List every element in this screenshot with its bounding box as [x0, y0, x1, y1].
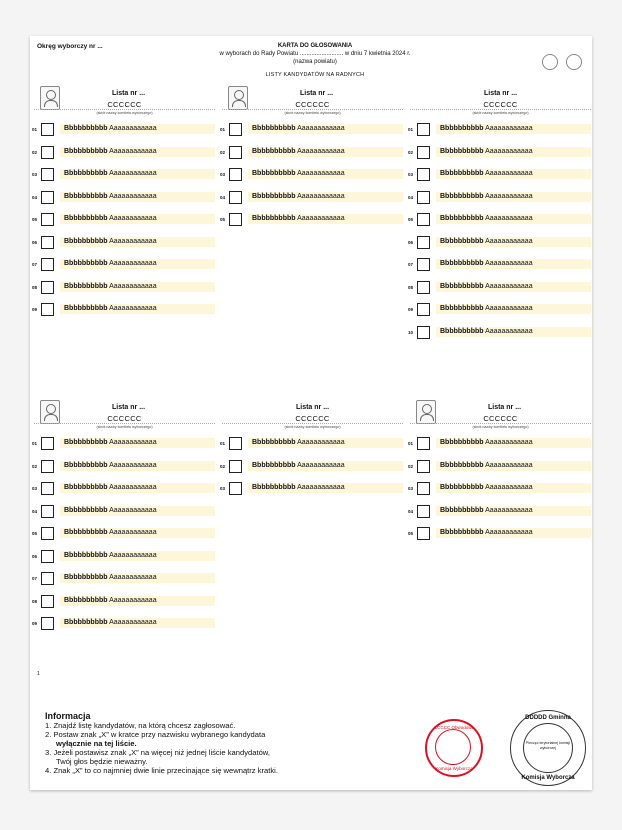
vote-checkbox[interactable] — [41, 236, 54, 249]
committee-abbrev: CCCCCC — [107, 100, 142, 109]
committee-hint: (skrót nazwy komitetu wyborczego) — [284, 111, 341, 115]
candidate-row — [220, 144, 405, 167]
committee-abbrev: CCCCCC — [295, 414, 330, 423]
committee-abbrev: CCCCCC — [483, 100, 518, 109]
list-header — [32, 400, 217, 435]
candidate-number: 07 — [32, 576, 38, 581]
vote-checkbox[interactable] — [417, 460, 430, 473]
list-column — [32, 86, 217, 324]
candidate-name: Bbbbbbbbbb Aaaaaaaaaaaa — [436, 124, 591, 134]
committee-hint: (skrót nazwy komitetu wyborczego) — [472, 111, 529, 115]
candidate-row — [408, 435, 593, 458]
candidate-row — [408, 211, 593, 234]
vote-checkbox[interactable] — [229, 146, 242, 159]
candidate-number: 01 — [220, 127, 226, 132]
candidate-row — [32, 144, 217, 167]
candidate-row — [32, 480, 217, 503]
vote-checkbox[interactable] — [229, 460, 242, 473]
candidate-name: Bbbbbbbbbb Aaaaaaaaaaaa — [248, 461, 403, 471]
candidate-number: 03 — [220, 172, 226, 177]
committee-hint: (skrót nazwy komitetu wyborczego) — [96, 425, 153, 429]
candidate-number: 08 — [408, 284, 414, 290]
candidate-number: 09 — [32, 307, 38, 312]
candidate-number: 08 — [32, 284, 38, 290]
candidate-name: Bbbbbbbbbb Aaaaaaaaaaaa — [248, 124, 403, 134]
vote-checkbox[interactable] — [41, 213, 54, 226]
candidate-name: Bbbbbbbbbb Aaaaaaaaaaaa — [60, 461, 215, 471]
committee-abbrev: CCCCCC — [107, 414, 142, 423]
list-column — [32, 400, 217, 638]
candidate-number: 05 — [408, 217, 414, 222]
info-item: 2. Postaw znak „X” w kratce przy nazwisku wybranego kandydata — [45, 730, 266, 739]
candidate-row — [408, 189, 593, 212]
candidate-number: 02 — [220, 149, 226, 155]
candidate-number: 04 — [408, 194, 414, 200]
vote-checkbox[interactable] — [229, 123, 242, 136]
vote-checkbox[interactable] — [417, 123, 430, 136]
candidate-row — [32, 458, 217, 481]
candidate-number: 06 — [32, 553, 38, 559]
candidate-row — [408, 144, 593, 167]
candidate-name: Bbbbbbbbbb Aaaaaaaaaaaa — [60, 259, 215, 269]
candidate-name: Bbbbbbbbbb Aaaaaaaaaaaa — [436, 192, 591, 202]
committee-hint: (skrót nazwy komitetu wyborczego) — [284, 425, 341, 429]
candidate-number: 05 — [32, 217, 38, 222]
dotted-line — [222, 423, 403, 424]
info-item: 1. Znajdź listę kandydatów, na którą chcesz zagłosować. — [45, 721, 236, 730]
candidate-name: Bbbbbbbbbb Aaaaaaaaaaaa — [60, 596, 215, 606]
lists-heading: LISTY KANDYDATÓW NA RADNYCH — [265, 72, 365, 78]
info-item: 3. Jeżeli postawisz znak „X” na więcej niż jednej liście kandydatów, — [45, 748, 270, 757]
candidate-row — [32, 166, 217, 189]
committee-abbrev: CCCCCC — [483, 414, 518, 423]
candidate-name: Bbbbbbbbbb Aaaaaaaaaaaa — [436, 461, 591, 471]
candidate-name: Bbbbbbbbbb Aaaaaaaaaaaa — [248, 214, 403, 224]
candidate-row — [408, 480, 593, 503]
committee-hint: (skrót nazwy komitetu wyborczego) — [472, 425, 529, 429]
candidate-name: Bbbbbbbbbb Aaaaaaaaaaaa — [436, 327, 591, 337]
vote-checkbox[interactable] — [41, 191, 54, 204]
vote-checkbox[interactable] — [417, 236, 430, 249]
candidate-number: 03 — [408, 486, 414, 491]
vote-checkbox[interactable] — [417, 213, 430, 226]
dotted-line — [410, 109, 591, 110]
list-header — [220, 86, 405, 121]
candidate-row — [32, 279, 217, 302]
candidate-number: 09 — [408, 307, 414, 312]
candidate-row — [220, 480, 405, 503]
candidate-name: Bbbbbbbbbb Aaaaaaaaaaaa — [436, 304, 591, 314]
vote-checkbox[interactable] — [41, 146, 54, 159]
red-stamp-inner-ring — [435, 729, 471, 765]
candidate-name: Bbbbbbbbbb Aaaaaaaaaaaa — [248, 147, 403, 157]
county-caption: (nazwa powiatu) — [293, 59, 337, 65]
vote-checkbox[interactable] — [41, 281, 54, 294]
candidate-number: 01 — [220, 441, 226, 446]
candidate-row — [408, 458, 593, 481]
list-number: Lista nr ... — [487, 404, 522, 411]
list-header — [32, 86, 217, 121]
candidate-row — [220, 189, 405, 212]
vote-checkbox[interactable] — [417, 482, 430, 495]
candidate-row — [220, 166, 405, 189]
list-column — [408, 400, 593, 548]
vote-checkbox[interactable] — [41, 617, 54, 630]
candidate-name: Bbbbbbbbbb Aaaaaaaaaaaa — [60, 282, 215, 292]
candidate-row — [32, 525, 217, 548]
vote-checkbox[interactable] — [41, 168, 54, 181]
candidate-number: 01 — [408, 441, 414, 446]
candidate-row — [32, 503, 217, 526]
seal-circle-1 — [542, 54, 558, 70]
candidate-row — [408, 234, 593, 257]
candidate-row — [32, 593, 217, 616]
candidate-number: 05 — [220, 217, 226, 222]
candidate-name: Bbbbbbbbbb Aaaaaaaaaaaa — [248, 192, 403, 202]
vote-checkbox[interactable] — [417, 437, 430, 450]
candidate-name: Bbbbbbbbbb Aaaaaaaaaaaa — [436, 147, 591, 157]
candidate-name: Bbbbbbbbbb Aaaaaaaaaaaa — [436, 438, 591, 448]
vote-checkbox[interactable] — [417, 146, 430, 159]
info-item: 4. Znak „X” to co najmniej dwie linie przecinające się wewnątrz kratki. — [45, 766, 278, 775]
list-header — [408, 400, 593, 435]
candidate-name: Bbbbbbbbbb Aaaaaaaaaaaa — [248, 483, 403, 493]
candidate-number: 07 — [408, 262, 414, 267]
list-number: Lista nr ... — [483, 90, 518, 97]
candidate-number: 06 — [408, 239, 414, 245]
ballot-sheet — [30, 36, 592, 790]
corner-circles — [542, 54, 582, 70]
dotted-line — [410, 423, 591, 424]
candidate-row — [32, 548, 217, 571]
vote-checkbox[interactable] — [417, 505, 430, 518]
candidate-row — [32, 256, 217, 279]
committee-abbrev: CCCCCC — [295, 100, 330, 109]
vote-checkbox[interactable] — [229, 213, 242, 226]
district-label: Okręg wyborczy nr ... — [37, 43, 103, 50]
candidate-number: 06 — [32, 239, 38, 245]
list-column — [220, 86, 405, 234]
candidate-number: 03 — [32, 172, 38, 177]
candidate-row — [220, 211, 405, 234]
seal-bottom-text: Komisja Wyborcza — [521, 775, 575, 781]
candidate-name: Bbbbbbbbbb Aaaaaaaaaaaa — [60, 551, 215, 561]
list-header — [220, 400, 405, 435]
candidate-row — [32, 570, 217, 593]
list-header — [408, 86, 593, 121]
candidate-row — [32, 121, 217, 144]
candidate-name: Bbbbbbbbbb Aaaaaaaaaaaa — [60, 618, 215, 628]
candidate-name: Bbbbbbbbbb Aaaaaaaaaaaa — [60, 528, 215, 538]
commission-seal-stamp — [510, 710, 586, 786]
vote-checkbox[interactable] — [41, 572, 54, 585]
candidate-number: 05 — [32, 531, 38, 536]
candidate-number: 02 — [220, 463, 226, 469]
vote-checkbox[interactable] — [41, 505, 54, 518]
candidate-name: Bbbbbbbbbb Aaaaaaaaaaaa — [248, 169, 403, 179]
list-column — [408, 86, 593, 346]
candidate-name: Bbbbbbbbbb Aaaaaaaaaaaa — [60, 506, 215, 516]
candidate-row — [408, 324, 593, 347]
candidate-number: 01 — [32, 441, 38, 446]
candidate-name: Bbbbbbbbbb Aaaaaaaaaaaa — [60, 192, 215, 202]
vote-checkbox[interactable] — [229, 191, 242, 204]
candidate-name: Bbbbbbbbbb Aaaaaaaaaaaa — [436, 528, 591, 538]
ballot-title-block — [200, 42, 430, 66]
list-number: Lista nr ... — [295, 404, 330, 411]
candidate-number: 02 — [32, 149, 38, 155]
candidate-name: Bbbbbbbbbb Aaaaaaaaaaaa — [436, 506, 591, 516]
candidate-number: 04 — [408, 508, 414, 514]
candidate-number: 01 — [32, 127, 38, 132]
candidate-row — [408, 503, 593, 526]
candidate-number: 04 — [220, 194, 226, 200]
candidate-name: Bbbbbbbbbb Aaaaaaaaaaaa — [60, 124, 215, 134]
vote-checkbox[interactable] — [41, 437, 54, 450]
candidate-number: 05 — [408, 531, 414, 536]
ballot-title: KARTA DO GŁOSOWANIA — [277, 43, 353, 49]
candidate-name: Bbbbbbbbbb Aaaaaaaaaaaa — [60, 573, 215, 583]
list-number: Lista nr ... — [111, 404, 146, 411]
candidate-number: 02 — [408, 463, 414, 469]
vote-checkbox[interactable] — [41, 595, 54, 608]
candidate-name: Bbbbbbbbbb Aaaaaaaaaaaa — [436, 237, 591, 247]
vote-checkbox[interactable] — [417, 168, 430, 181]
candidate-name: Bbbbbbbbbb Aaaaaaaaaaaa — [436, 259, 591, 269]
vote-checkbox[interactable] — [229, 482, 242, 495]
dotted-line — [34, 109, 215, 110]
vote-checkbox[interactable] — [417, 191, 430, 204]
vote-checkbox[interactable] — [417, 258, 430, 271]
candidate-number: 03 — [32, 486, 38, 491]
election-line: w wyborach do Rady Powiatu .......................... w dniu 7 kwietnia 2024 r. — [219, 51, 411, 57]
seal-middle-text: Pieczęć terytorialnej komisji wyborczej — [525, 741, 571, 750]
candidate-name: Bbbbbbbbbb Aaaaaaaaaaaa — [436, 282, 591, 292]
vote-checkbox[interactable] — [41, 482, 54, 495]
vote-checkbox[interactable] — [41, 550, 54, 563]
candidate-row — [32, 189, 217, 212]
candidate-number: 04 — [32, 508, 38, 514]
vote-checkbox[interactable] — [41, 527, 54, 540]
candidate-number: 08 — [32, 598, 38, 604]
info-item: wyłącznie na tej liście. — [56, 739, 137, 748]
vote-checkbox[interactable] — [417, 527, 430, 540]
vote-checkbox[interactable] — [41, 258, 54, 271]
candidate-row — [408, 256, 593, 279]
vote-checkbox[interactable] — [417, 303, 430, 316]
vote-checkbox[interactable] — [229, 168, 242, 181]
candidate-row — [220, 435, 405, 458]
candidate-name: Bbbbbbbbbb Aaaaaaaaaaaa — [436, 169, 591, 179]
vote-checkbox[interactable] — [41, 303, 54, 316]
candidate-number: 07 — [32, 262, 38, 267]
dotted-line — [222, 109, 403, 110]
candidate-row — [32, 615, 217, 638]
vote-checkbox[interactable] — [41, 123, 54, 136]
page-number: 1 — [37, 671, 40, 677]
candidate-number: 03 — [408, 172, 414, 177]
info-item: Twój głos będzie nieważny. — [56, 757, 148, 766]
info-block — [45, 712, 375, 775]
candidate-row — [408, 121, 593, 144]
candidate-name: Bbbbbbbbbb Aaaaaaaaaaaa — [436, 483, 591, 493]
red-stamp-bottom-text: Komisja Wyborcza — [435, 766, 473, 771]
candidate-name: Bbbbbbbbbb Aaaaaaaaaaaa — [60, 237, 215, 247]
candidate-row — [408, 279, 593, 302]
candidate-name: Bbbbbbbbbb Aaaaaaaaaaaa — [60, 438, 215, 448]
candidate-name: Bbbbbbbbbb Aaaaaaaaaaaa — [60, 214, 215, 224]
red-commission-stamp — [425, 719, 483, 777]
candidate-row — [220, 121, 405, 144]
candidate-number: 01 — [408, 127, 414, 132]
candidate-number: 09 — [32, 621, 38, 626]
candidate-number: 03 — [220, 486, 226, 491]
candidate-name: Bbbbbbbbbb Aaaaaaaaaaaa — [60, 147, 215, 157]
candidate-number: 02 — [32, 463, 38, 469]
list-column — [220, 400, 405, 503]
seal-top-text: DDDDD Gminna — [525, 715, 571, 721]
vote-checkbox[interactable] — [417, 281, 430, 294]
candidate-row — [408, 166, 593, 189]
info-heading: Informacja — [45, 711, 91, 721]
candidate-number: 10 — [408, 329, 414, 335]
candidate-row — [32, 301, 217, 324]
list-number: Lista nr ... — [299, 90, 334, 97]
candidate-name: Bbbbbbbbbb Aaaaaaaaaaaa — [60, 304, 215, 314]
candidate-number: 04 — [32, 194, 38, 200]
candidate-name: Bbbbbbbbbb Aaaaaaaaaaaa — [436, 214, 591, 224]
candidate-name: Bbbbbbbbbb Aaaaaaaaaaaa — [60, 169, 215, 179]
candidate-number: 02 — [408, 149, 414, 155]
candidate-name: Bbbbbbbbbb Aaaaaaaaaaaa — [248, 438, 403, 448]
dotted-line — [34, 423, 215, 424]
candidate-row — [408, 525, 593, 548]
candidate-row — [408, 301, 593, 324]
candidate-row — [32, 211, 217, 234]
candidate-row — [32, 435, 217, 458]
vote-checkbox[interactable] — [229, 437, 242, 450]
vote-checkbox[interactable] — [417, 326, 430, 339]
candidate-name: Bbbbbbbbbb Aaaaaaaaaaaa — [60, 483, 215, 493]
list-number: Lista nr ... — [111, 90, 146, 97]
candidate-row — [32, 234, 217, 257]
candidate-row — [220, 458, 405, 481]
seal-circle-2 — [566, 54, 582, 70]
red-stamp-top-text: CCCCC Obwodowa — [433, 725, 474, 730]
committee-hint: (skrót nazwy komitetu wyborczego) — [96, 111, 153, 115]
vote-checkbox[interactable] — [41, 460, 54, 473]
